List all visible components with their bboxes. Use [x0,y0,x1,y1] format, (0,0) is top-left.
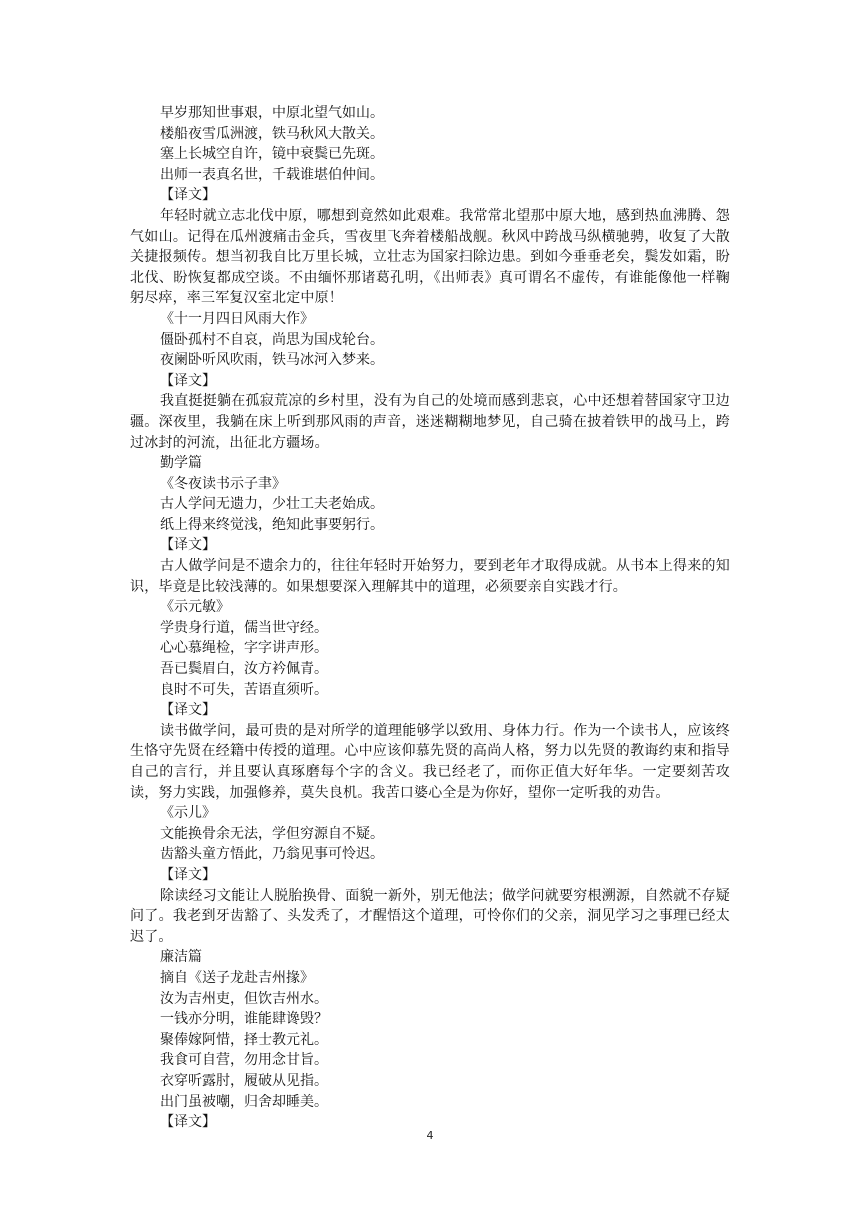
document-body [130,103,730,1133]
text-line: 塞上长城空自许，镜中衰鬓已先斑。 [160,146,384,163]
text-line: 古人学问无遗力，少壮工夫老始成。 [160,496,384,513]
text-line: 【译文】 [160,187,216,204]
translation-paragraph: 我直挺挺躺在孤寂荒凉的乡村里，没有为自己的处境而感到悲哀，心中还想着替国家守卫边疆。深夜里，我躺在床上听到那风雨的声音，迷迷糊糊地梦见，自己骑在披着铁甲的战马上，跨过冰封的河流，出征北方疆场。 [130,393,730,451]
text-line: 《示儿》 [160,805,216,822]
text-line: 早岁那知世事艰，中原北望气如山。 [160,105,384,121]
text-line: 廉洁篇 [160,949,202,966]
text-line: 【译文】 [160,537,216,554]
text-line: 《示元敏》 [160,599,230,616]
text-line: 吾已鬓眉白，汝方衿佩青。 [160,661,328,678]
text-line: 摘自《送子龙赴吉州掾》 [160,969,314,986]
translation-paragraph: 读书做学问，最可贵的是对所学的道理能够学以致用、身体力行。作为一个读书人，应该终生恪守先贤在经籍中传授的道理。心中应该仰慕先贤的高尚人格，努力以先贤的教诲约束和指导自己的言行，并且要认真琢磨每个字的含义。我已经老了，而你正值大好年华。一定要刻苦攻读，努力实践，加强修养，莫失良机。我苦口婆心全是为你好，望你一定听我的劝告。 [130,722,730,801]
text-line: 【译文】 [160,372,216,389]
text-line: 良时不可失，苦语直须听。 [160,681,328,698]
translation-paragraph: 年轻时就立志北伐中原，哪想到竟然如此艰难。我常常北望那中原大地，感到热血沸腾、怨气如山。记得在瓜州渡痛击金兵，雪夜里飞奔着楼船战舰。秋风中跨战马纵横驰骋，收复了大散关捷报频传。想当初我自比万里长城，立壮志为国家扫除边患。到如今垂垂老矣，鬓发如霜，盼北伐、盼恢复都成空谈。不由缅怀那诸葛孔明，《出师表》真可谓名不虚传，有谁能像他一样鞠躬尽瘁，率三军复汉室北定中原！ [130,207,730,307]
text-line: 心心慕绳检，字字讲声形。 [160,640,328,657]
text-line: 勤学篇 [160,455,202,472]
text-line: 僵卧孤村不自哀，尚思为国戍轮台。 [160,331,384,348]
text-line: 我食可自营，勿用念甘旨。 [160,1052,328,1069]
text-line: 夜阑卧听风吹雨，铁马冰河入梦来。 [160,352,384,369]
text-line: 学贵身行道，儒当世守经。 [160,619,328,636]
text-line: 一钱亦分明，谁能肆谗毁？ [160,1011,328,1028]
text-line: 【译文】 [160,866,216,883]
text-line: 齿豁头童方悟此，乃翁见事可怜迟。 [160,846,384,863]
text-line: 文能换骨余无法，学但穷源自不疑。 [160,825,384,842]
text-line: 【译文】 [160,702,216,719]
translation-paragraph: 除读经习文能让人脱胎换骨、面貌一新外，别无他法；做学问就要穷根溯源，自然就不存疑问了。我老到牙齿豁了、头发秃了，才醒悟这个道理，可怜你们的父亲，洞见学习之事理已经太迟了。 [130,887,730,945]
text-line: 【译文】 [160,1114,216,1131]
text-line: 出师一表真名世，千载谁堪伯仲间。 [160,166,384,183]
text-line: 楼船夜雪瓜洲渡，铁马秋风大散关。 [160,125,384,142]
page-number: 4 [426,1129,434,1142]
text-line: 《十一月四日风雨大作》 [160,310,314,327]
text-line: 衣穿听露肘，履破从见指。 [160,1072,328,1089]
text-line: 出门虽被嘲，归舍却睡美。 [160,1093,328,1110]
text-line: 《冬夜读书示子聿》 [160,475,286,492]
text-line: 汝为吉州吏，但饮吉州水。 [160,990,328,1007]
text-line: 聚俸嫁阿惜，择士教元礼。 [160,1031,328,1048]
translation-paragraph: 古人做学问是不遗余力的，往往年轻时开始努力，要到老年才取得成就。从书本上得来的知识，毕竟是比较浅薄的。如果想要深入理解其中的道理，必须要亲自实践才行。 [130,558,730,595]
text-line: 纸上得来终觉浅，绝知此事要躬行。 [160,516,384,533]
